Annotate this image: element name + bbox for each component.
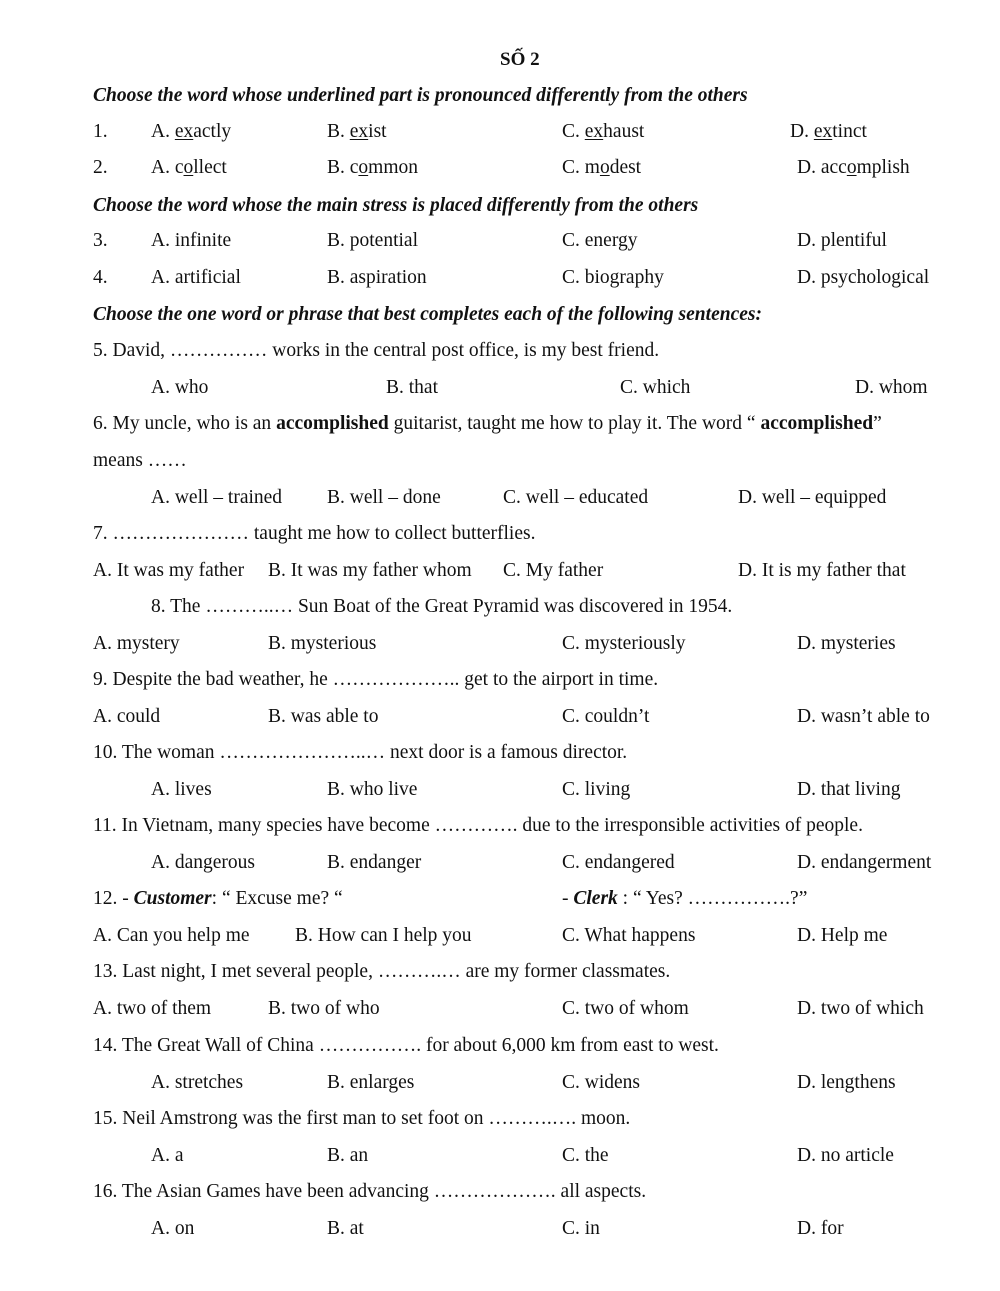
option-d: D. psychological [797, 267, 930, 288]
option-c: C. widens [562, 1072, 640, 1093]
option-c: C. well – educated [503, 487, 649, 508]
question-number: 3. [93, 230, 108, 251]
instruction-stress: Choose the word whose the main stress is placed differently from the others [93, 195, 699, 216]
option-b: B. enlarges [327, 1072, 415, 1093]
option-c: C. mysteriously [562, 633, 686, 654]
page-title: SỐ 2 [500, 49, 540, 70]
option-c: C. energy [562, 230, 638, 251]
option-a: A. collect [151, 157, 227, 178]
option-a: A. well – trained [151, 487, 283, 508]
question-stem: 7. ………………… taught me how to collect butterflies. [93, 523, 536, 544]
question-stem: 14. The Great Wall of China ……………. for about 6,000 km from east to west. [93, 1035, 719, 1056]
question-stem: 11. In Vietnam, many species have become …………. due to the irresponsible activities of people. [93, 815, 863, 836]
option-b: B. who live [327, 779, 418, 800]
option-a: A. artificial [151, 267, 241, 288]
option-d: D. well – equipped [738, 487, 887, 508]
option-c: C. What happens [562, 925, 696, 946]
option-a: A. stretches [151, 1072, 244, 1093]
option-a: A. on [151, 1218, 195, 1239]
question-stem-continued: means …… [93, 450, 187, 471]
option-c: C. in [562, 1218, 600, 1239]
option-a: A. infinite [151, 230, 232, 251]
option-b: B. It was my father whom [268, 560, 472, 581]
option-c: C. which [620, 377, 691, 398]
question-stem: 12. - Customer: “ Excuse me? “ [93, 888, 343, 909]
question-stem: 5. David, …………… works in the central post office, is my best friend. [93, 340, 660, 361]
option-a: A. two of them [93, 998, 212, 1019]
question-stem: 8. The ………..… Sun Boat of the Great Pyramid was discovered in 1954. [151, 596, 733, 617]
option-b: B. an [327, 1145, 369, 1166]
option-b: B. How can I help you [295, 925, 472, 946]
option-b: B. mysterious [268, 633, 377, 654]
option-c: C. biography [562, 267, 664, 288]
option-b: B. was able to [268, 706, 379, 727]
option-a: A. lives [151, 779, 212, 800]
option-b: B. well – done [327, 487, 441, 508]
option-d: D. wasn’t able to [797, 706, 930, 727]
option-d: D. mysteries [797, 633, 896, 654]
option-d: D. It is my father that [738, 560, 906, 581]
option-c: C. My father [503, 560, 604, 581]
option-b: B. that [386, 377, 438, 398]
option-a: A. exactly [151, 121, 232, 142]
option-d: D. no article [797, 1145, 894, 1166]
option-b: B. potential [327, 230, 418, 251]
option-b: B. exist [327, 121, 387, 142]
question-stem: 10. The woman …………………..… next door is a famous director. [93, 742, 628, 763]
instruction-pronunciation: Choose the word whose underlined part is pronounced differently from the others [93, 85, 748, 106]
question-number: 1. [93, 121, 108, 142]
option-b: B. aspiration [327, 267, 427, 288]
option-b: B. common [327, 157, 419, 178]
option-d: D. whom [855, 377, 928, 398]
option-a: A. dangerous [151, 852, 255, 873]
option-a: A. It was my father [93, 560, 245, 581]
option-c: C. couldn’t [562, 706, 650, 727]
question-stem: 15. Neil Amstrong was the first man to set foot on ……….…. moon. [93, 1108, 631, 1129]
option-a: A. Can you help me [93, 925, 250, 946]
option-d: D. extinct [790, 121, 867, 142]
option-d: D. Help me [797, 925, 888, 946]
option-c: C. endangered [562, 852, 675, 873]
option-c: C. exhaust [562, 121, 645, 142]
question-stem: 13. Last night, I met several people, ……….… are my former classmates. [93, 961, 671, 982]
option-c: C. living [562, 779, 631, 800]
option-d: D. lengthens [797, 1072, 896, 1093]
option-d: D. two of which [797, 998, 924, 1019]
option-c: C. modest [562, 157, 642, 178]
option-b: B. endanger [327, 852, 422, 873]
option-a: A. could [93, 706, 161, 727]
option-a: A. who [151, 377, 209, 398]
option-d: D. endangerment [797, 852, 932, 873]
option-d: D. for [797, 1218, 844, 1239]
option-c: C. two of whom [562, 998, 689, 1019]
option-d: D. that living [797, 779, 901, 800]
option-d: D. plentiful [797, 230, 887, 251]
instruction-completion: Choose the one word or phrase that best completes each of the following sentences: [93, 304, 762, 325]
option-c: C. the [562, 1145, 609, 1166]
option-a: A. a [151, 1145, 184, 1166]
option-a: A. mystery [93, 633, 180, 654]
option-d: D. accomplish [797, 157, 910, 178]
option-b: B. at [327, 1218, 364, 1239]
question-stem: 9. Despite the bad weather, he ……………….. get to the airport in time. [93, 669, 659, 690]
question-number: 4. [93, 267, 108, 288]
dialogue-clerk: - Clerk : “ Yes? …………….?” [562, 888, 808, 909]
question-stem: 6. My uncle, who is an accomplished guitarist, taught me how to play it. The word “ accomplished” [93, 413, 882, 434]
question-stem: 16. The Asian Games have been advancing ………………. all aspects. [93, 1181, 647, 1202]
question-number: 2. [93, 157, 108, 178]
option-b: B. two of who [268, 998, 380, 1019]
